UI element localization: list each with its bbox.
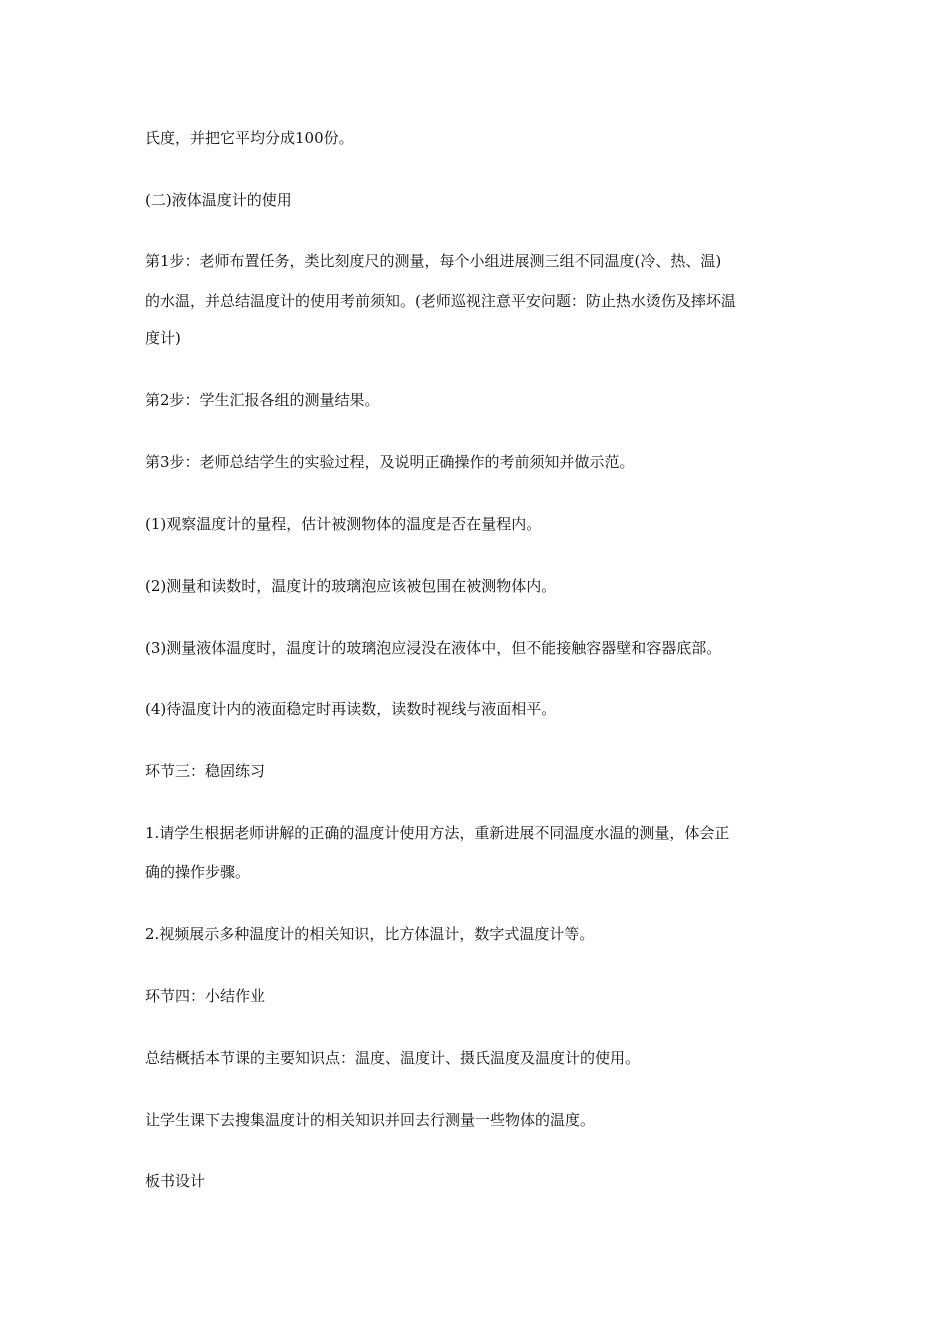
rule-3: (3)测量液体温度时，温度计的玻璃泡应浸没在液体中，但不能接触容器壁和容器底部。 xyxy=(145,639,722,657)
practice-1-line-1: 1.请学生根据老师讲解的正确的温度计使用方法，重新进展不同温度水温的测量，体会正 xyxy=(145,824,730,842)
step-1-line-3: 度计) xyxy=(145,329,181,347)
step-1-line-2: 的水温，并总结温度计的使用考前须知。(老师巡视注意平安问题：防止热水烫伤及摔坏温 xyxy=(145,292,736,310)
summary-text: 总结概括本节课的主要知识点：温度、温度计、摄氏温度及温度计的使用。 xyxy=(145,1049,641,1067)
rule-4: (4)待温度计内的液面稳定时再读数，读数时视线与液面相平。 xyxy=(145,700,557,718)
section-heading-summary: 环节四：小结作业 xyxy=(145,987,266,1005)
step-3: 第3步：老师总结学生的实验过程，及说明正确操作的考前须知并做示范。 xyxy=(145,453,635,471)
rule-1: (1)观察温度计的量程，估计被测物体的温度是否在量程内。 xyxy=(145,515,542,533)
step-2: 第2步：学生汇报各组的测量结果。 xyxy=(145,391,380,409)
text-line-1: 氏度，并把它平均分成100份。 xyxy=(145,129,354,147)
practice-2: 2.视频展示多种温度计的相关知识，比方体温计，数字式温度计等。 xyxy=(145,925,595,943)
practice-1-line-2: 确的操作步骤。 xyxy=(145,863,251,881)
section-heading-board-design: 板书设计 xyxy=(145,1172,206,1190)
step-1-line-1: 第1步：老师布置任务，类比刻度尺的测量，每个小组进展测三组不同温度(冷、热、温) xyxy=(145,252,722,270)
section-heading-practice: 环节三：稳固练习 xyxy=(145,762,266,780)
rule-2: (2)测量和读数时，温度计的玻璃泡应该被包围在被测物体内。 xyxy=(145,577,557,595)
homework-text: 让学生课下去搜集温度计的相关知识并回去行测量一些物体的温度。 xyxy=(145,1111,596,1129)
section-heading-liquid-thermometer: (二)液体温度计的使用 xyxy=(145,191,292,209)
